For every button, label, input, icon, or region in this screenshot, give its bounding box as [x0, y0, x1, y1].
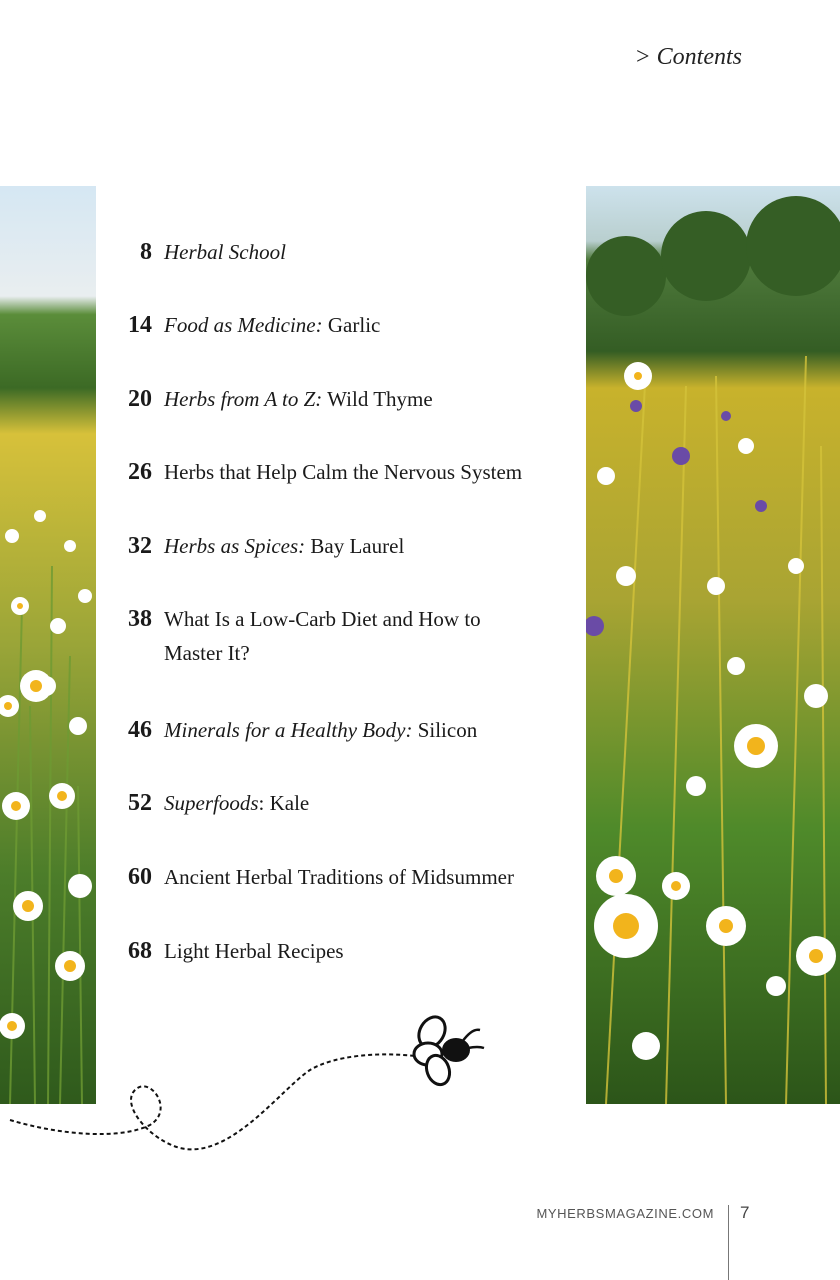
toc-title: Herbs from A to Z: Wild Thyme	[164, 387, 433, 411]
meadow-photo-right	[586, 186, 840, 1104]
toc-title: Food as Medicine: Garlic	[164, 313, 381, 337]
toc-page-number: 20	[128, 386, 152, 412]
toc-page-number: 38	[128, 606, 152, 632]
toc-title: Ancient Herbal Traditions of Midsummer	[164, 865, 514, 889]
toc-title: Minerals for a Healthy Body: Silicon	[164, 718, 478, 742]
toc-title: Herbs as Spices: Bay Laurel	[164, 534, 405, 558]
toc-title: Herbs that Help Calm the Nervous System	[164, 460, 523, 484]
dashed-flight-path	[10, 1054, 415, 1149]
bee-icon	[414, 1012, 484, 1088]
toc-page-number: 68	[128, 938, 152, 964]
footer-page-number: 7	[740, 1203, 750, 1222]
toc-title: Light Herbal Recipes	[164, 939, 344, 963]
bee-flight-doodle	[0, 1000, 520, 1160]
toc-page-number: 52	[128, 790, 152, 816]
toc-title: What Is a Low-Carb Diet and How to Master It?	[164, 607, 481, 665]
toc-page-number: 46	[128, 717, 152, 743]
toc-page-number: 32	[128, 533, 152, 559]
meadow-photo-left	[0, 186, 96, 1104]
toc-page-number: 8	[140, 239, 152, 265]
toc-title: Herbal School	[164, 240, 286, 264]
toc-page-number: 60	[128, 864, 152, 890]
footer-divider	[728, 1205, 729, 1280]
toc-title: Superfoods: Kale	[164, 791, 310, 815]
toc-page-number: 14	[128, 312, 152, 338]
toc-page-number: 26	[128, 459, 152, 485]
section-label: > Contents	[634, 44, 742, 70]
footer-website: MYHERBSMAGAZINE.COM	[536, 1206, 714, 1221]
